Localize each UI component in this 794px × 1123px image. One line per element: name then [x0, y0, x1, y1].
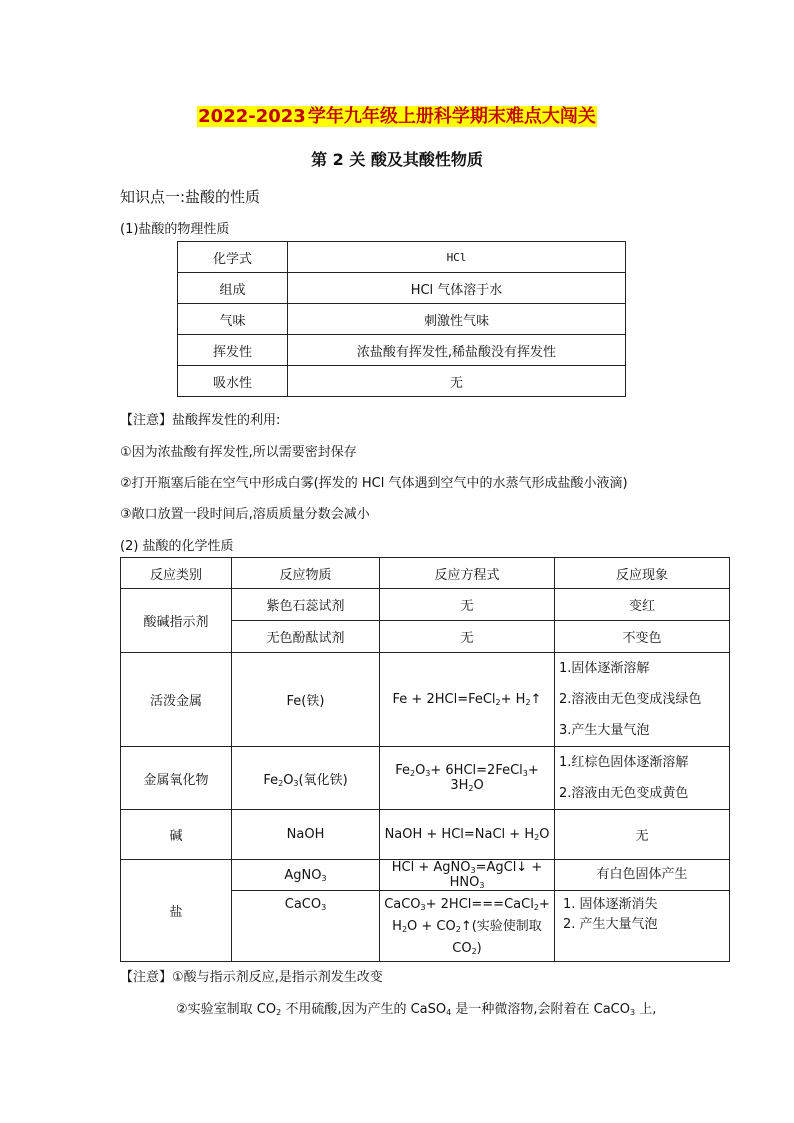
table-cell: [380, 747, 555, 810]
phenomenon-line: 1.红棕色固体逐渐溶解: [559, 755, 689, 770]
column-header: 反应现象: [555, 558, 730, 589]
subscript: 3: [630, 1008, 636, 1017]
table-row: [178, 242, 626, 273]
footer-note: [176, 998, 656, 1017]
table-cell: 紫色石蕊试剂: [232, 589, 380, 621]
table-row: [121, 747, 730, 810]
table-cell: [232, 747, 380, 810]
table-cell: [232, 891, 380, 962]
table-cell: [380, 891, 555, 962]
equation-part: + H: [500, 692, 526, 707]
physical-properties-heading: (1)盐酸的物理性质: [120, 222, 230, 237]
subscript: 2: [409, 769, 416, 778]
note-title: 【注意】盐酸挥发性的利用:: [120, 413, 281, 428]
subscript: 2: [276, 1008, 282, 1017]
table-cell: 组成: [178, 273, 288, 304]
table-cell: 无: [380, 589, 555, 621]
phenomenon-line: 1. 固体逐渐消失: [563, 897, 658, 912]
subscript: 3: [425, 769, 431, 778]
document-title: [0, 105, 794, 129]
subscript: 2: [401, 925, 408, 934]
table-cell: HCl: [288, 242, 626, 273]
table-cell: 盐: [121, 860, 232, 962]
physical-properties-table: [177, 241, 626, 397]
footer-note: 【注意】①酸与指示剂反应,是指示剂发生改变: [120, 970, 383, 985]
title-text: 学年九年级上册科学期末难点大闯关: [307, 106, 596, 127]
equation-line: [384, 917, 550, 939]
table-cell: 气味: [178, 304, 288, 335]
equation-part: Fe: [395, 763, 410, 778]
note-part: 不用硫酸,因为产生的 CaSO: [281, 1002, 447, 1017]
note-item: ②打开瓶塞后能在空气中形成白雾(挥发的 HCl 气体遇到空气中的水蒸气形成盐酸小液滴): [120, 476, 628, 491]
subscript: 3: [321, 903, 327, 912]
table-cell: [380, 653, 555, 747]
table-cell: 无: [288, 366, 626, 397]
table-cell: 酸碱指示剂: [121, 589, 232, 653]
table-cell: [555, 891, 730, 962]
equation-part: ↑: [530, 692, 542, 707]
equation-part: +: [538, 897, 550, 912]
subscript: 3: [420, 903, 426, 912]
formula-part: Fe: [263, 772, 279, 788]
equation-part: + 6HCl=2FeCl: [430, 763, 523, 778]
table-cell: 碱: [121, 810, 232, 860]
table-cell: 无: [380, 621, 555, 653]
equation-line: [384, 895, 550, 917]
equation-part: Fe + 2HCl=FeCl: [392, 692, 496, 707]
table-row: [121, 860, 730, 891]
equation-part: H: [392, 919, 402, 934]
table-cell: 不变色: [555, 621, 730, 653]
table-cell: 金属氧化物: [121, 747, 232, 810]
formula-part: AgNO: [284, 867, 322, 883]
subscript: 2: [471, 947, 477, 956]
note-part: 上,: [635, 1002, 657, 1017]
subscript: 3: [479, 881, 485, 890]
subscript: 3: [470, 866, 476, 875]
equation-part: CO: [452, 941, 472, 956]
phenomenon-line: 2.溶液由无色变成黄色: [559, 786, 689, 801]
table-cell: 浓盐酸有挥发性,稀盐酸没有挥发性: [288, 335, 626, 366]
formula-part: O: [283, 772, 294, 788]
table-cell: Fe(铁): [232, 653, 380, 747]
table-row: [121, 653, 730, 747]
equation-part: O: [539, 827, 550, 842]
table-row: [178, 273, 626, 304]
equation-part: HCl + AgNO: [391, 860, 471, 875]
subscript: 2: [468, 784, 474, 793]
phenomenon-line: 1.固体逐渐溶解: [559, 661, 650, 676]
equation-part: CaCO: [384, 897, 421, 912]
table-row: [121, 589, 730, 621]
table-cell: NaOH: [232, 810, 380, 860]
phenomenon-line: 2.溶液由无色变成浅绿色: [559, 692, 702, 707]
column-header: 反应物质: [232, 558, 380, 589]
phenomenon-line: 3.产生大量气泡: [559, 723, 650, 738]
subscript: 4: [446, 1008, 452, 1017]
table-header-row: [121, 558, 730, 589]
table-cell: 无色酚酞试剂: [232, 621, 380, 653]
subscript: 3: [293, 778, 299, 788]
subscript: 2: [495, 698, 501, 707]
table-cell: 变红: [555, 589, 730, 621]
table-cell: [380, 860, 555, 891]
subscript: 3: [321, 873, 327, 883]
note-item: ③敞口放置一段时间后,溶质质量分数会减小: [120, 507, 370, 522]
note-item: ①因为浓盐酸有挥发性,所以需要密封保存: [120, 445, 357, 460]
equation-part: O: [415, 763, 426, 778]
table-cell: [232, 860, 380, 891]
note-part: ②实验室制取 CO: [176, 1002, 277, 1017]
equation-part: + 3H: [450, 763, 539, 793]
subscript: 2: [278, 778, 284, 788]
column-header: 反应方程式: [380, 558, 555, 589]
section-heading: 知识点一:盐酸的性质: [120, 188, 261, 206]
subscript: 2: [534, 833, 540, 842]
subscript: 2: [533, 903, 539, 912]
formula-part: (氧化铁): [298, 772, 348, 788]
phenomenon-line: 2. 产生大量气泡: [563, 917, 658, 932]
title-years: 2022-2023: [198, 106, 306, 127]
equation-part: =AgCl↓ + HNO: [449, 860, 543, 890]
table-cell: 挥发性: [178, 335, 288, 366]
table-cell: [555, 653, 730, 747]
table-row: [178, 366, 626, 397]
subscript: 3: [522, 769, 528, 778]
chemical-properties-table: [120, 557, 730, 962]
table-cell: 吸水性: [178, 366, 288, 397]
table-cell: 有白色固体产生: [555, 860, 730, 891]
equation-part: ): [476, 941, 482, 956]
table-cell: [380, 810, 555, 860]
equation-part: O: [473, 778, 484, 793]
equation-line: [384, 939, 550, 961]
table-cell: 活泼金属: [121, 653, 232, 747]
table-row: [121, 810, 730, 860]
table-cell: 化学式: [178, 242, 288, 273]
formula-part: CaCO: [284, 897, 322, 912]
table-cell: [555, 747, 730, 810]
table-row: [178, 335, 626, 366]
chemical-properties-heading: (2) 盐酸的化学性质: [120, 539, 234, 554]
equation-part: + 2HCl===CaCl: [425, 897, 534, 912]
equation-part: O + CO: [407, 919, 456, 934]
equation-part: NaOH + HCl=NaCl + H: [384, 827, 535, 842]
table-cell: 无: [555, 810, 730, 860]
table-cell: HCl 气体溶于水: [288, 273, 626, 304]
table-row: [178, 304, 626, 335]
column-header: 反应类别: [121, 558, 232, 589]
subscript: 2: [525, 698, 531, 707]
subscript: 2: [455, 925, 461, 934]
table-cell: 刺激性气味: [288, 304, 626, 335]
equation-part: ↑(实验使制取: [460, 919, 542, 934]
note-part: 是一种微溶物,会附着在 CaCO: [451, 1002, 630, 1017]
document-subtitle: 第 2 关 酸及其酸性物质: [311, 150, 483, 169]
